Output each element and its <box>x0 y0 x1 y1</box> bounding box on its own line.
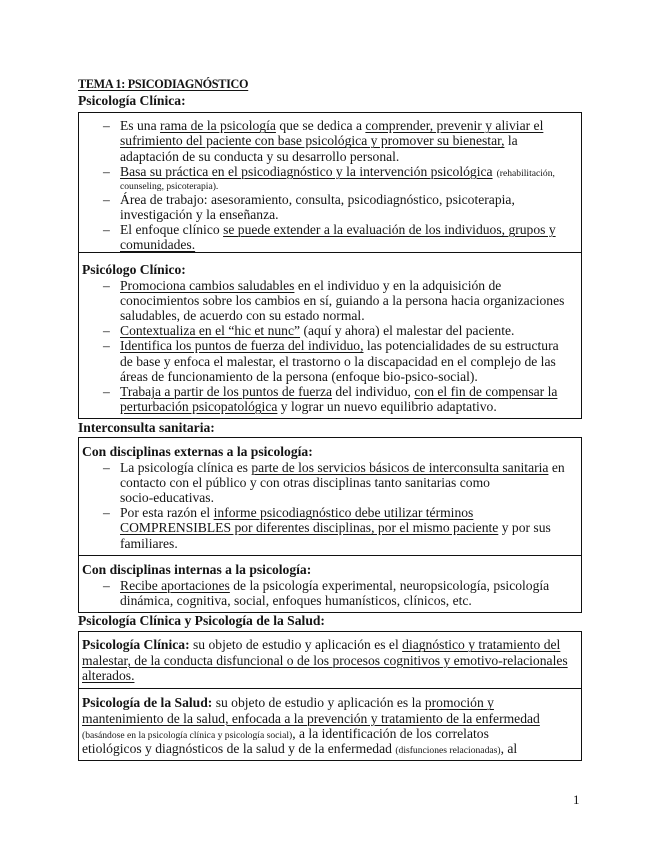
bullet-item <box>82 323 578 338</box>
underlined-text: comunidades. <box>120 237 196 253</box>
text-segment: conocimientos sobre los cambios en sí, guiando a la persona hacia organizaciones <box>120 292 565 308</box>
text-line <box>103 383 578 399</box>
bullet-dash: – <box>103 221 110 237</box>
text-line <box>120 308 578 323</box>
text-line <box>120 149 578 164</box>
bullet-dash: – <box>103 277 110 293</box>
page-number: 1 <box>573 792 580 808</box>
underlined-text: Promociona cambios saludables <box>120 277 295 293</box>
text-segment: etiológicos y diagnósticos de la salud y de la enfermedad <box>82 740 396 756</box>
bullet-dash: – <box>103 338 110 354</box>
text-segment: familiares. <box>120 535 178 551</box>
text-segment: socio-educativas. <box>120 489 214 505</box>
bullet-dash: – <box>103 118 110 134</box>
section-heading: Psicología Clínica: <box>78 93 186 109</box>
text-segment: contacto con el público y con otras disciplinas tanto sanitarias como <box>120 474 490 490</box>
section-heading: Psicología Clínica y Psicología de la Salud: <box>78 613 325 629</box>
text-segment: que se dedica a <box>275 118 366 134</box>
bullet-item <box>82 222 578 252</box>
bullet-dash: – <box>103 459 110 475</box>
small-note: (disfunciones relacionadas) <box>395 744 501 756</box>
underlined-text: mantenimiento de la salud, enfocada a la prevención y tratamiento de la enfermedad <box>82 710 540 726</box>
cell-heading: Con disciplinas externas a la psicología: <box>82 444 313 460</box>
table-cell-disciplinas-internas <box>79 555 581 612</box>
bullet-item <box>82 164 578 192</box>
underlined-text: informe psicodiagnóstico debe utilizar términos <box>213 505 474 521</box>
text-line <box>120 237 578 252</box>
table-cell-psicologia-clinica <box>79 632 581 688</box>
cell-heading: Con disciplinas internas a la psicología: <box>82 562 312 578</box>
table-psicologia-clinica <box>78 112 582 419</box>
table-cell-psicologo-clinico <box>79 252 581 418</box>
text-segment: , a la identificación de los correlatos <box>292 725 489 741</box>
text-segment: Por esta razón el <box>120 505 214 521</box>
text-segment: áreas de funcionamiento de la persona (enfoque bio-psico-social). <box>120 368 478 384</box>
underlined-text: con el fin de compensar la <box>414 383 558 399</box>
underlined-text: Basa su práctica en el psicodiagnóstico y la intervención psicológica <box>120 163 493 179</box>
text-line <box>82 741 578 756</box>
text-line <box>120 536 578 551</box>
text-segment: y lograr un nuevo equilibrio adaptativo. <box>277 399 497 415</box>
text-line <box>120 369 578 384</box>
text-segment: , al <box>500 740 518 756</box>
text-segment: La psicología clínica es <box>120 459 252 475</box>
underlined-text: Identifica los puntos de fuerza del individuo, <box>120 338 364 354</box>
bold-term: Psicología de la Salud: <box>82 695 213 711</box>
underlined-text: alterados. <box>82 667 135 683</box>
text-segment: del individuo, <box>332 383 415 399</box>
text-line <box>103 191 578 207</box>
small-note: (basándose en la psicología clínica y psicología social) <box>82 729 293 741</box>
text-line <box>120 293 578 308</box>
text-line <box>103 505 578 521</box>
underlined-text: malestar, de la conducta disfuncional o de los procesos cognitivos y emotivo-relacionales <box>82 652 568 668</box>
bullet-dash: – <box>103 191 110 207</box>
bullet-item <box>82 278 578 324</box>
text-segment: dinámica, cognitiva, social, enfoques humanísticos, clínicos, etc. <box>120 592 472 608</box>
text-line <box>103 221 578 237</box>
text-line <box>82 695 578 710</box>
underlined-text: perturbación psicopatológica <box>120 399 278 415</box>
bullet-item <box>82 192 578 222</box>
underlined-text: diagnóstico y tratamiento del <box>402 637 561 653</box>
text-line <box>120 475 578 490</box>
table-cell-psicologia-salud <box>79 688 581 760</box>
underlined-text: Trabaja a partir de los puntos de fuerza <box>120 383 333 399</box>
text-line <box>82 726 578 741</box>
text-line <box>82 668 578 683</box>
text-segment: investigación y la enseñanza. <box>120 206 279 222</box>
underlined-text: promoción y <box>424 695 494 711</box>
text-line <box>103 277 578 293</box>
text-segment: (aquí y ahora) el malestar del paciente. <box>300 323 515 339</box>
text-line <box>82 653 578 668</box>
text-line <box>103 459 578 475</box>
text-segment: la <box>504 133 518 149</box>
bullet-item <box>82 505 578 551</box>
underlined-text: Contextualiza en el “hic et nunc” <box>120 323 301 339</box>
text-segment: Área de trabajo: asesoramiento, consulta, psicodiagnóstico, psicoterapia, <box>120 191 515 207</box>
bullet-dash: – <box>103 505 110 521</box>
text-segment: Es una <box>120 118 161 134</box>
text-line <box>120 593 578 608</box>
text-segment: de la psicología experimental, neuropsicología, psicología <box>229 577 550 593</box>
text-line <box>82 637 578 652</box>
cell-heading: Psicólogo Clínico: <box>82 262 186 278</box>
bullet-item <box>82 384 578 414</box>
bullet-item <box>82 578 578 608</box>
text-line <box>120 399 578 414</box>
text-line <box>120 354 578 369</box>
bullet-item <box>82 338 578 384</box>
small-note: (rehabilitación, <box>496 167 555 179</box>
underlined-text: Recibe aportaciones <box>120 577 230 593</box>
text-line <box>120 179 578 192</box>
text-line <box>103 323 578 339</box>
text-line <box>103 577 578 593</box>
text-segment: de base y enfoca el malestar, el trastorno o la discapacidad en el complejo de las <box>120 353 556 369</box>
bold-term: Psicología Clínica: <box>82 637 190 653</box>
text-segment: en <box>548 459 565 475</box>
text-line <box>82 711 578 726</box>
underlined-text: COMPRENSIBLES por diferentes disciplinas, por el mismo paciente <box>120 520 499 536</box>
text-line <box>120 490 578 505</box>
bullet-item <box>82 118 578 164</box>
text-line <box>103 163 578 179</box>
underlined-text: rama de la psicología <box>160 118 276 134</box>
text-segment: adaptación de su conducta y su desarrollo personal. <box>120 148 400 164</box>
text-line <box>120 133 578 148</box>
bullet-dash: – <box>103 383 110 399</box>
text-line <box>120 520 578 535</box>
table-cell-disciplinas-externas <box>79 438 581 555</box>
text-segment: saludables, de acuerdo con su estado normal. <box>120 307 365 323</box>
text-line <box>103 338 578 354</box>
text-segment: y por sus <box>498 520 551 536</box>
section-heading: Interconsulta sanitaria: <box>78 420 215 436</box>
text-segment: El enfoque clínico <box>120 221 224 237</box>
table-clinica-vs-salud <box>78 631 582 761</box>
table-cell-definicion <box>79 113 581 252</box>
underlined-text: parte de los servicios básicos de interconsulta sanitaria <box>251 459 549 475</box>
small-note: counseling, psicoterapia). <box>120 180 219 192</box>
text-line <box>120 207 578 222</box>
text-line <box>103 118 578 134</box>
underlined-text: sufrimiento del paciente con base psicológica y promover su bienestar, <box>120 133 505 149</box>
bullet-dash: – <box>103 163 110 179</box>
bullet-dash: – <box>103 577 110 593</box>
page-title: TEMA 1: PSICODIAGNÓSTICO <box>78 77 249 92</box>
bullet-dash: – <box>103 323 110 339</box>
bullet-item <box>82 460 578 506</box>
text-segment: las potencialidades de su estructura <box>363 338 559 354</box>
underlined-text: se puede extender a la evaluación de los individuos, grupos y <box>223 221 556 237</box>
text-segment: su objeto de estudio y aplicación es la <box>212 695 425 711</box>
text-segment: su objeto de estudio y aplicación es el <box>189 637 403 653</box>
text-segment: en el individuo y en la adquisición de <box>294 277 502 293</box>
underlined-text: comprender, prevenir y aliviar el <box>365 118 544 134</box>
table-interconsulta <box>78 437 582 613</box>
